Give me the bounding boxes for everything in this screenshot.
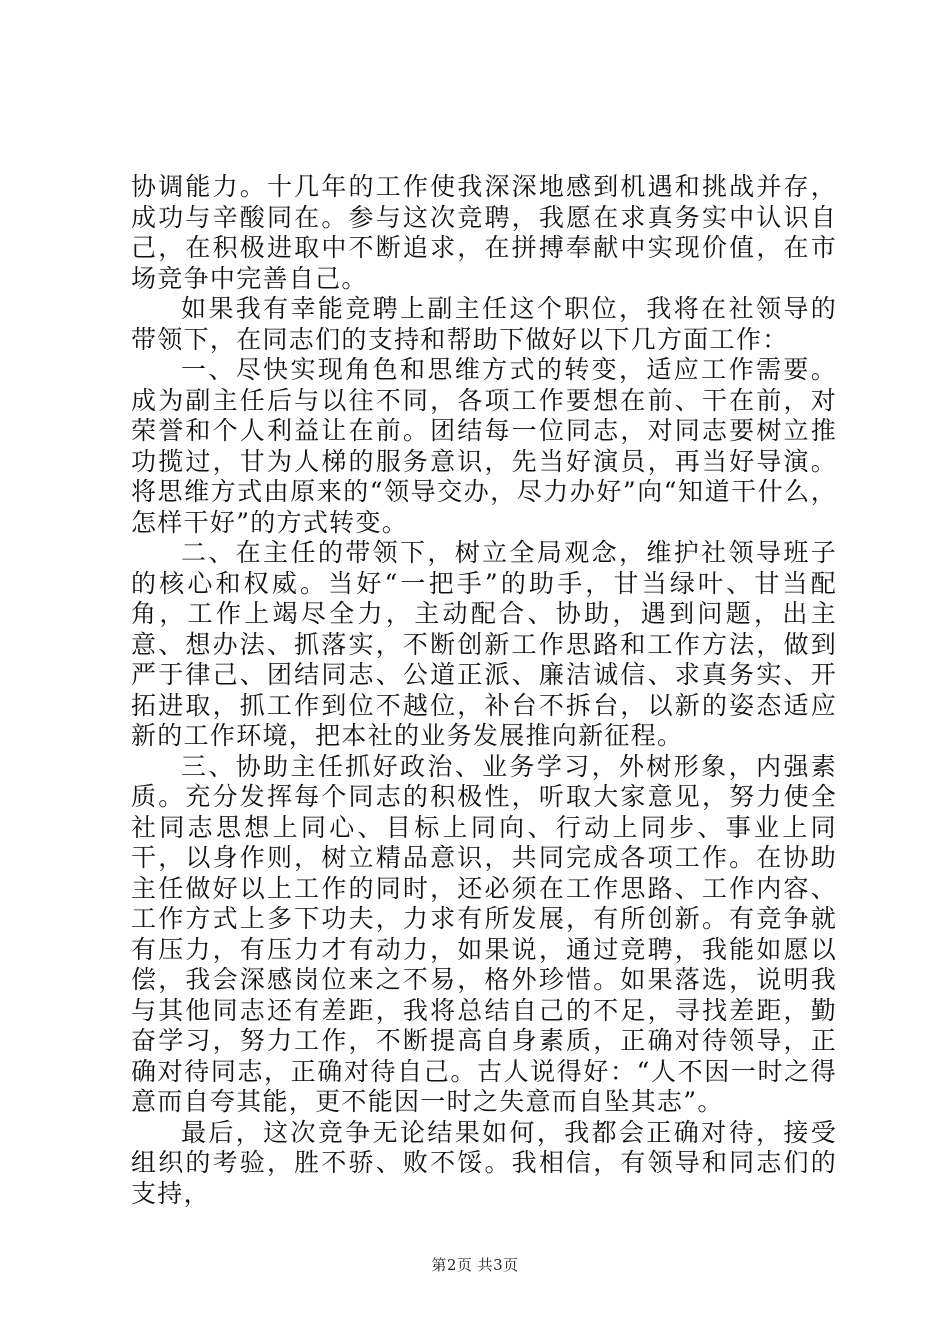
page-number-footer: 第2页 共3页 bbox=[431, 1256, 519, 1274]
paragraph-6: 最后，这次竞争无论结果如何，我都会正确对待，接受组织的考验，胜不骄、败不馁。我相信，有领导和同志们的支持， bbox=[131, 1117, 837, 1208]
paragraph-3: 一、尽快实现角色和思维方式的转变，适应工作需要。成为副主任后与以往不同，各项工作要想在前、干在前，对荣誉和个人利益让在前。团结每一位同志，对同志要树立推功揽过，甘为人梯的服务意识，先当好演员，再当好导演。将思维方式由原来的“领导交办，尽力办好”向“知道干什么，怎样干好”的方式转变。 bbox=[131, 355, 837, 537]
paragraph-5: 三、协助主任抓好政治、业务学习，外树形象，内强素质。充分发挥每个同志的积极性，听取大家意见，努力使全社同志思想上同心、目标上同向、行动上同步、事业上同干，以身作则，树立精品意识，共同完成各项工作。在协助主任做好以上工作的同时，还必须在工作思路、工作内容、工作方式上多下功夫，力求有所发展，有所创新。有竞争就有压力，有压力才有动力，如果说，通过竞聘，我能如愿以偿，我会深感岗位来之不易，格外珍惜。如果落选，说明我与其他同志还有差距，我将总结自己的不足，寻找差距，勤奋学习，努力工作，不断提高自身素质，正确对待领导，正确对待同志，正确对待自己。古人说得好：“人不因一时之得意而自夸其能，更不能因一时之失意而自坠其志”。 bbox=[131, 751, 837, 1116]
paragraph-1: 协调能力。十几年的工作使我深深地感到机遇和挑战并存，成功与辛酸同在。参与这次竞聘，我愿在求真务实中认识自己，在积极进取中不断追求，在拼搏奉献中实现价值，在市场竞争中完善自己。 bbox=[131, 172, 837, 293]
paragraph-2: 如果我有幸能竞聘上副主任这个职位，我将在社领导的带领下，在同志们的支持和帮助下做好以下几方面工作： bbox=[131, 294, 837, 354]
document-body bbox=[131, 172, 837, 1209]
paragraph-4: 二、在主任的带领下，树立全局观念，维护社领导班子的核心和权威。当好“一把手”的助手，甘当绿叶、甘当配角，工作上竭尽全力，主动配合、协助，遇到问题，出主意、想办法、抓落实，不断创新工作思路和工作方法，做到严于律己、团结同志、公道正派、廉洁诚信、求真务实、开拓进取，抓工作到位不越位，补台不拆台，以新的姿态适应新的工作环境，把本社的业务发展推向新征程。 bbox=[131, 538, 837, 750]
